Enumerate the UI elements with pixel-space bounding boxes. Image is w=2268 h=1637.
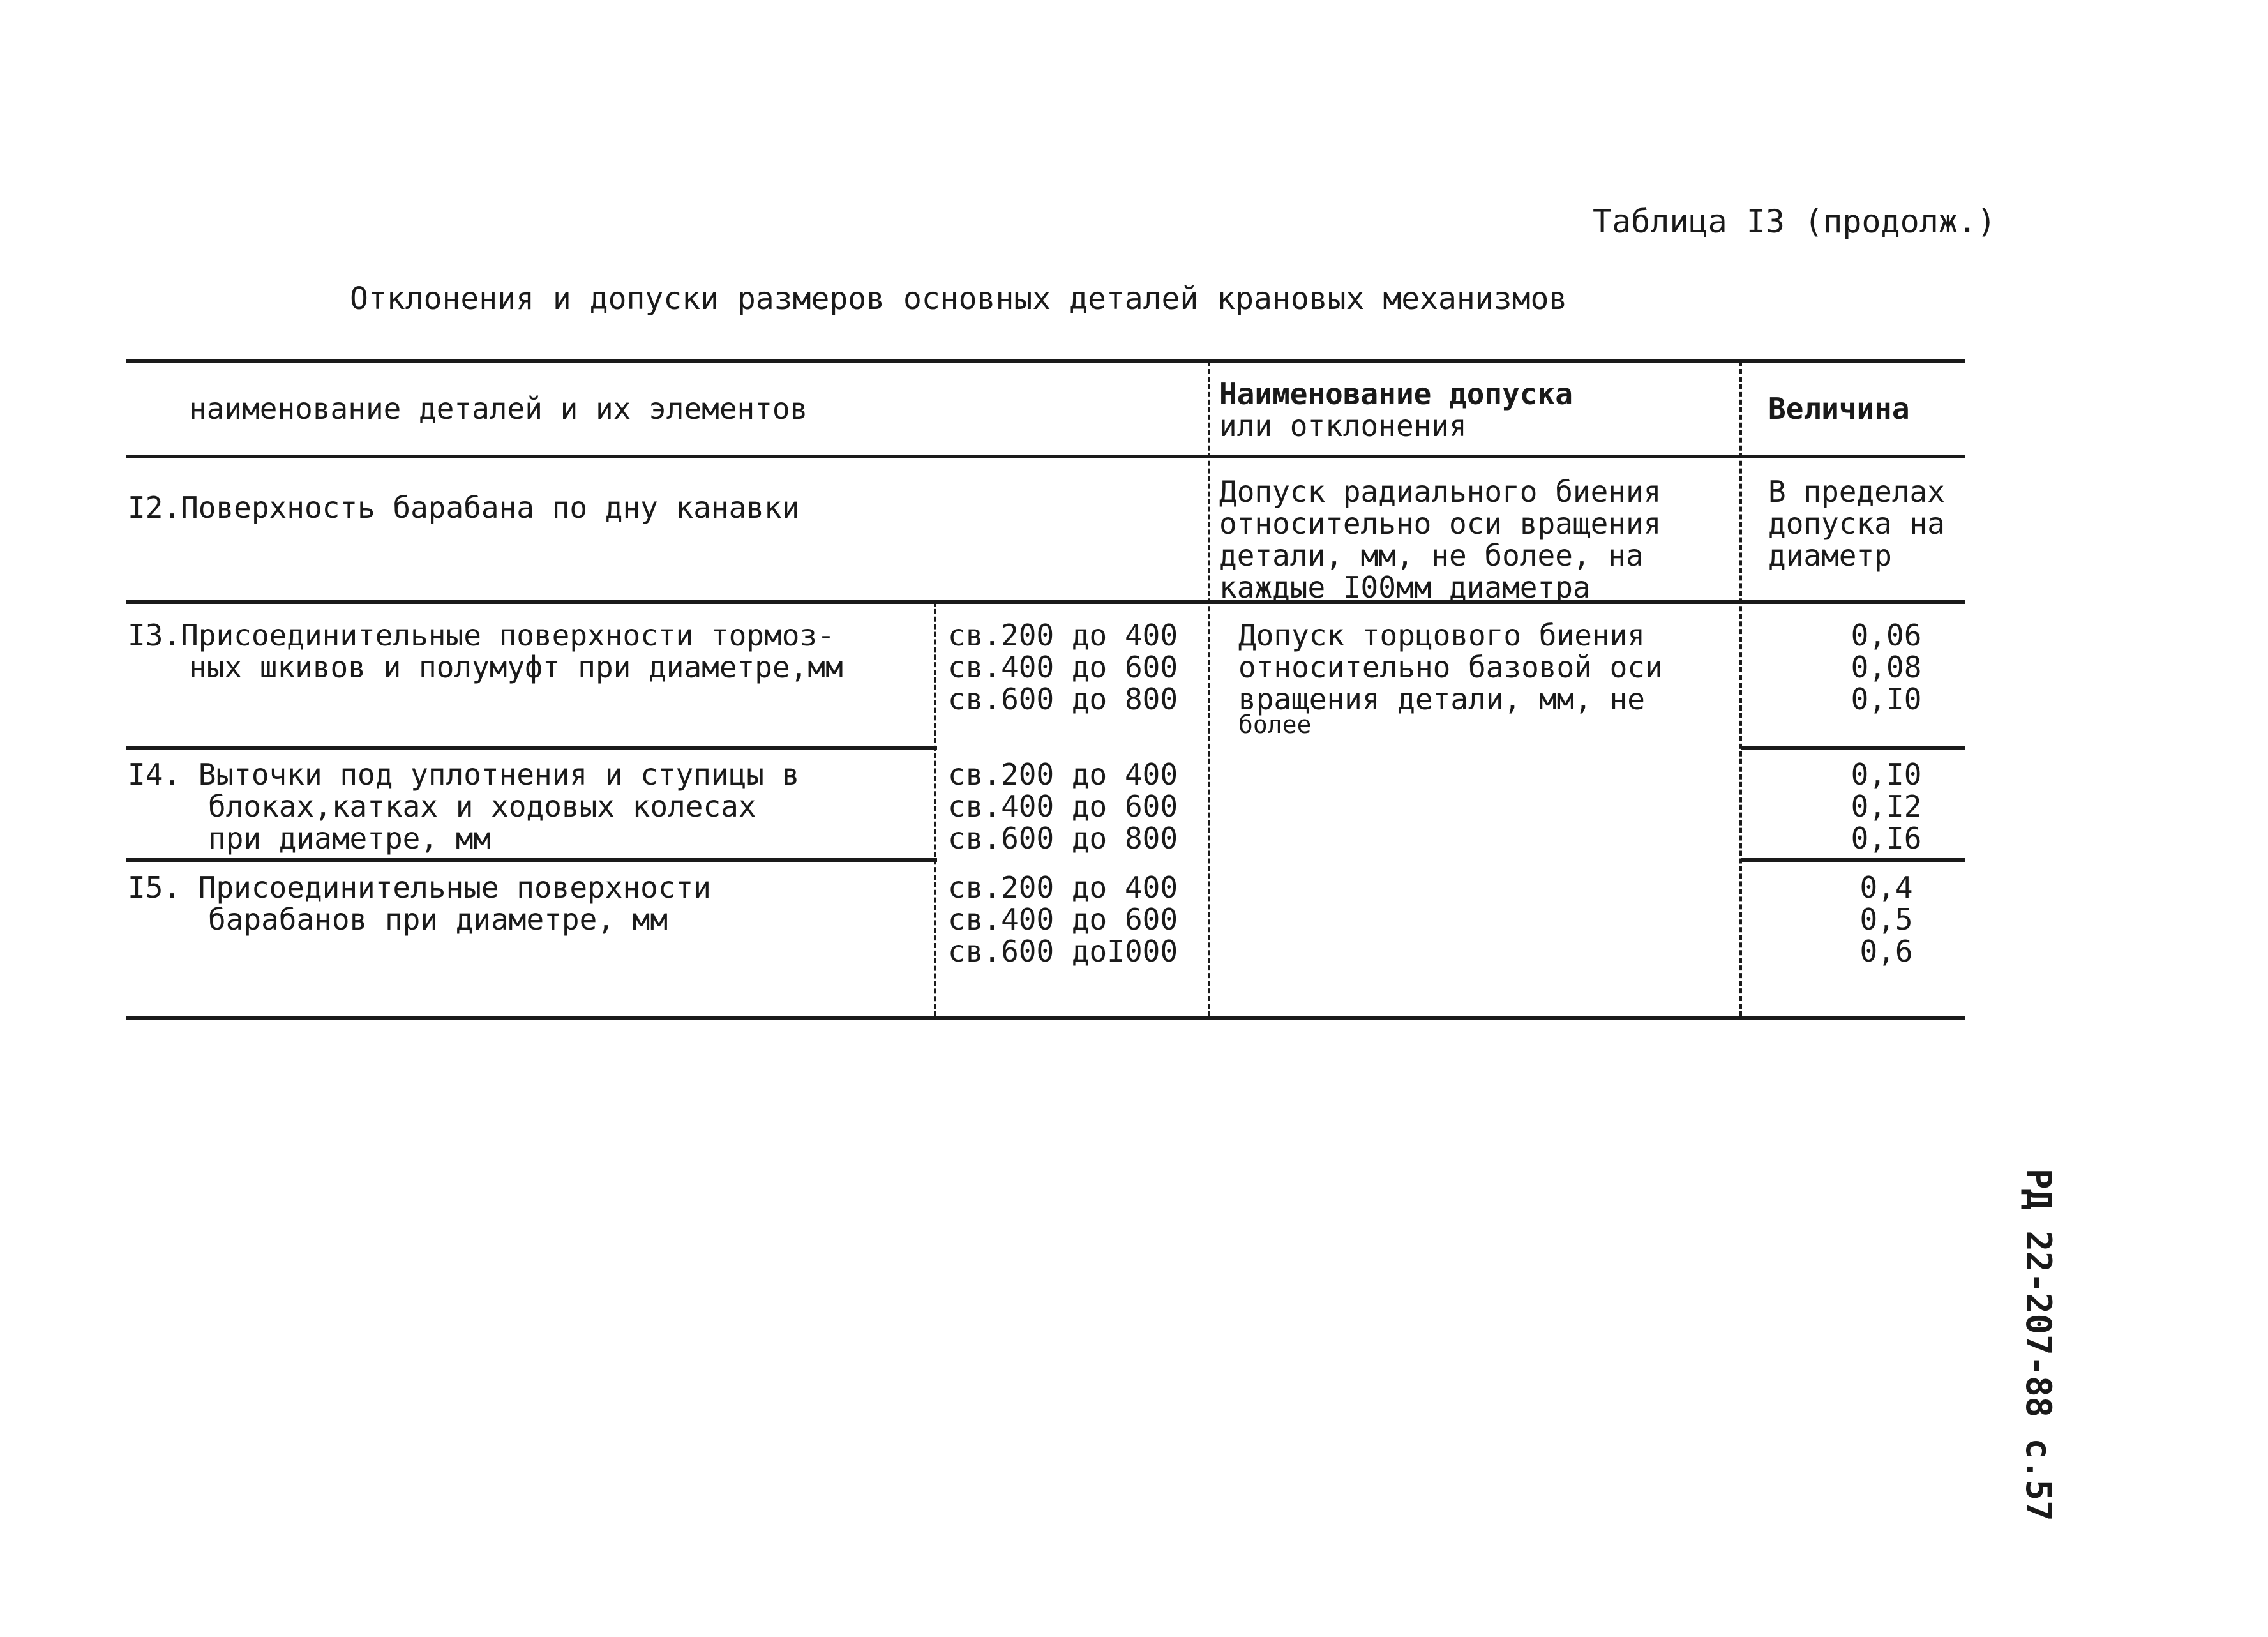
row13-name-2: ных шкивов и полумуфт при диаметре,мм (189, 650, 843, 684)
row14-name-1: I4. Выточки под уплотнения и ступицы в (128, 757, 800, 792)
row12-value-2: допуска на (1768, 506, 1945, 541)
row14-name-2: блоках,катках и ходовых колесах (208, 789, 756, 824)
row13-range-1: св.200 до 400 (948, 618, 1178, 653)
row14-bottom-rule-right (1741, 858, 1965, 862)
row12-tolerance-2: относительно оси вращения (1219, 506, 1662, 541)
row12-name: I2.Поверхность барабана по дну канавки (128, 490, 800, 525)
row12-value-1: В пределах (1768, 474, 1945, 509)
document-code-stamp: РД 22-207-88 с.57 (2018, 1168, 2059, 1521)
value-left-divider (1739, 361, 1742, 1016)
row15-name-1: I5. Присоединительные поверхности (128, 870, 711, 905)
table-bottom-rule (126, 1016, 1965, 1020)
row14-bottom-rule-left (126, 858, 937, 862)
header-name: наименование деталей и их элементов (189, 391, 808, 426)
row14-range-3: св.600 до 800 (948, 821, 1178, 856)
row14-range-1: св.200 до 400 (948, 757, 1178, 792)
row12-value-3: диаметр (1768, 538, 1892, 573)
row13-range-3: св.600 до 800 (948, 682, 1178, 716)
row13-range-2: св.400 до 600 (948, 650, 1178, 684)
row13-tolerance-2: относительно базовой оси (1238, 650, 1663, 684)
row12-tolerance-1: Допуск радиального биения (1219, 474, 1662, 509)
row15-value-1: 0,4 (1859, 870, 1913, 905)
header-bottom-rule (126, 455, 1965, 458)
row13-name-1: I3.Присоединительные поверхности тормоз- (128, 618, 835, 653)
table-label: Таблица I3 (продолж.) (1593, 203, 1997, 240)
row12-tolerance-3: детали, мм, не более, на (1219, 538, 1644, 573)
row15-range-2: св.400 до 600 (948, 902, 1178, 937)
row15-range-1: св.200 до 400 (948, 870, 1178, 905)
row14-name-3: при диаметре, мм (208, 821, 492, 856)
row13-bottom-rule-left (126, 746, 937, 750)
row14-value-1: 0,I0 (1851, 757, 1922, 792)
row13-tolerance-1: Допуск торцового биения (1238, 618, 1645, 653)
row13-tolerance-4: более (1238, 711, 1312, 739)
row13-value-2: 0,08 (1851, 650, 1922, 684)
page-title: Отклонения и допуски размеров основных деталей крановых механизмов (350, 281, 1568, 317)
row13-value-3: 0,I0 (1851, 682, 1922, 716)
header-tolerance-line1: Наименование допуска (1219, 377, 1573, 411)
row14-range-2: св.400 до 600 (948, 789, 1178, 824)
row13-tolerance-3: вращения детали, мм, не (1238, 682, 1645, 716)
ranges-left-divider (934, 601, 936, 1016)
header-tolerance-line2: или отклонения (1219, 409, 1467, 443)
row15-name-2: барабанов при диаметре, мм (208, 902, 668, 937)
row14-value-2: 0,I2 (1851, 789, 1922, 824)
table-top-rule (126, 359, 1965, 363)
row12-bottom-rule (126, 600, 1965, 604)
row13-value-1: 0,06 (1851, 618, 1922, 653)
row15-value-3: 0,6 (1859, 934, 1913, 969)
row15-value-2: 0,5 (1859, 902, 1913, 937)
row15-range-3: св.600 доI000 (948, 934, 1178, 969)
tolerance-left-divider (1208, 361, 1210, 1016)
header-value: Величина (1768, 391, 1910, 426)
row13-bottom-rule-right (1741, 746, 1965, 750)
row14-value-3: 0,I6 (1851, 821, 1922, 856)
row12-tolerance-4: каждые I00мм диаметра (1219, 570, 1591, 605)
